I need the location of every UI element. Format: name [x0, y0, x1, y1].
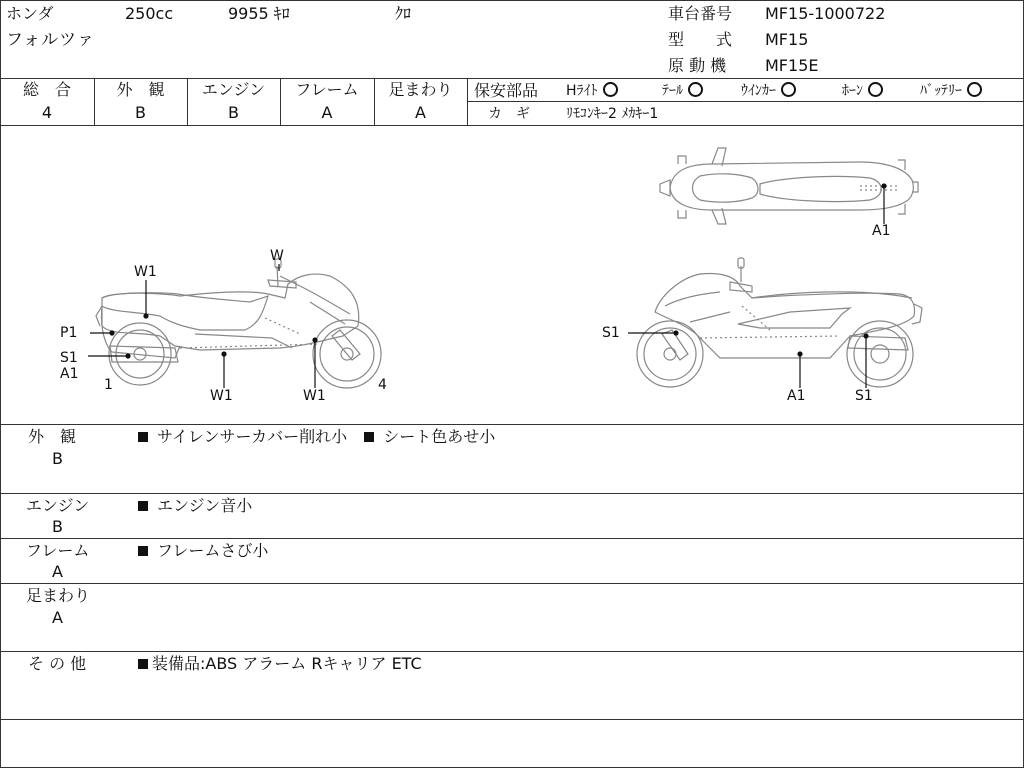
note-category: そ の 他	[28, 654, 87, 673]
note-grade: B	[52, 449, 63, 468]
note-item: フレームさび小	[157, 541, 269, 560]
note-item: エンジン音小	[157, 496, 253, 515]
grade-value-exterior: B	[135, 103, 146, 122]
note-item: 装備品:ABS アラーム Rキャリア ETC	[152, 654, 422, 673]
keys-label: カ ギ	[488, 106, 530, 122]
safety-parts-title: 保安部品	[474, 81, 539, 100]
divider	[467, 78, 468, 125]
safety-item-taillight	[662, 82, 703, 100]
color: ｸﾛ	[395, 4, 412, 23]
ok-circle-icon	[868, 82, 883, 97]
grade-value-suspension: A	[415, 103, 426, 122]
divider	[0, 583, 1024, 584]
safety-item-headlight	[566, 82, 618, 100]
divider	[0, 424, 1024, 425]
damage-label: 4	[378, 377, 387, 393]
note-category: エンジン	[26, 496, 90, 515]
scooter-top-view-drawing	[660, 148, 918, 224]
model-type-label: 型 式	[668, 30, 733, 49]
damage-label: A1	[872, 223, 891, 239]
grade-value-engine: B	[228, 103, 239, 122]
damage-label: W1	[303, 388, 326, 404]
note-grade: A	[52, 562, 63, 581]
damage-label: S1	[855, 388, 873, 404]
damage-label: 1	[104, 377, 113, 393]
note-item: サイレンサーカバー削れ小	[157, 427, 348, 446]
divider	[0, 78, 1024, 79]
mileage: 9955 ｷﾛ	[228, 4, 290, 23]
safety-item-label: ｳｲﾝｶｰ	[741, 83, 776, 99]
damage-label: A1	[787, 388, 806, 404]
keys-value: ﾘﾓｺﾝｷｰ2 ﾒｶｷｰ1	[566, 106, 659, 122]
divider	[0, 719, 1024, 720]
bullet-icon	[138, 659, 148, 669]
divider	[0, 651, 1024, 652]
displacement: 250cc	[125, 4, 174, 23]
ok-circle-icon	[688, 82, 703, 97]
note-text	[138, 542, 268, 560]
damage-label: W1	[210, 388, 233, 404]
bullet-icon	[364, 432, 374, 442]
safety-item-winker	[741, 82, 796, 100]
note-category: 外 観	[28, 427, 77, 446]
ok-circle-icon	[967, 82, 982, 97]
damage-label: S1	[60, 350, 78, 366]
note-text	[138, 497, 252, 515]
grade-label-overall: 総 合	[22, 80, 71, 99]
safety-item-battery	[920, 82, 982, 100]
scooter-right-side-drawing	[637, 258, 922, 387]
grade-value-overall: 4	[41, 103, 53, 122]
frame-number-label: 車台番号	[668, 4, 733, 23]
grade-value-frame: A	[321, 103, 333, 122]
note-text	[138, 655, 422, 673]
grade-label-frame: フレーム	[295, 80, 359, 99]
damage-label: P1	[60, 325, 78, 341]
engine-type-label: 原 動 機	[668, 56, 727, 75]
note-item: シート色あせ小	[383, 427, 496, 446]
damage-label: W	[270, 248, 284, 264]
ok-circle-icon	[603, 82, 618, 97]
safety-item-label: Hﾗｲﾄ	[566, 83, 598, 99]
note-category: フレーム	[26, 541, 90, 560]
damage-label: A1	[60, 366, 79, 382]
model-name: フォルツァ	[6, 30, 95, 50]
engine-type-value: MF15E	[765, 56, 819, 75]
bullet-icon	[138, 501, 148, 511]
ok-circle-icon	[781, 82, 796, 97]
divider	[0, 493, 1024, 494]
note-grade: B	[52, 517, 63, 536]
model-type-value: MF15	[765, 30, 809, 49]
grade-label-suspension: 足まわり	[388, 80, 453, 99]
grade-label-exterior: 外 観	[116, 80, 165, 99]
safety-item-label: ﾃｰﾙ	[662, 83, 683, 99]
bullet-icon	[138, 546, 148, 556]
grade-label-engine: エンジン	[201, 80, 266, 99]
frame-number-value: MF15-1000722	[765, 4, 886, 23]
note-category: 足まわり	[26, 586, 91, 605]
safety-item-label: ﾊﾞｯﾃﾘｰ	[920, 83, 962, 99]
safety-item-label: ﾎｰﾝ	[842, 83, 863, 99]
damage-label: W1	[134, 264, 157, 280]
damage-label: S1	[602, 325, 620, 341]
note-text	[138, 428, 495, 446]
divider	[468, 101, 1024, 102]
maker-name: ホンダ	[6, 4, 54, 23]
bullet-icon	[138, 432, 148, 442]
divider	[0, 538, 1024, 539]
note-grade: A	[52, 608, 63, 627]
safety-item-horn	[842, 82, 883, 100]
